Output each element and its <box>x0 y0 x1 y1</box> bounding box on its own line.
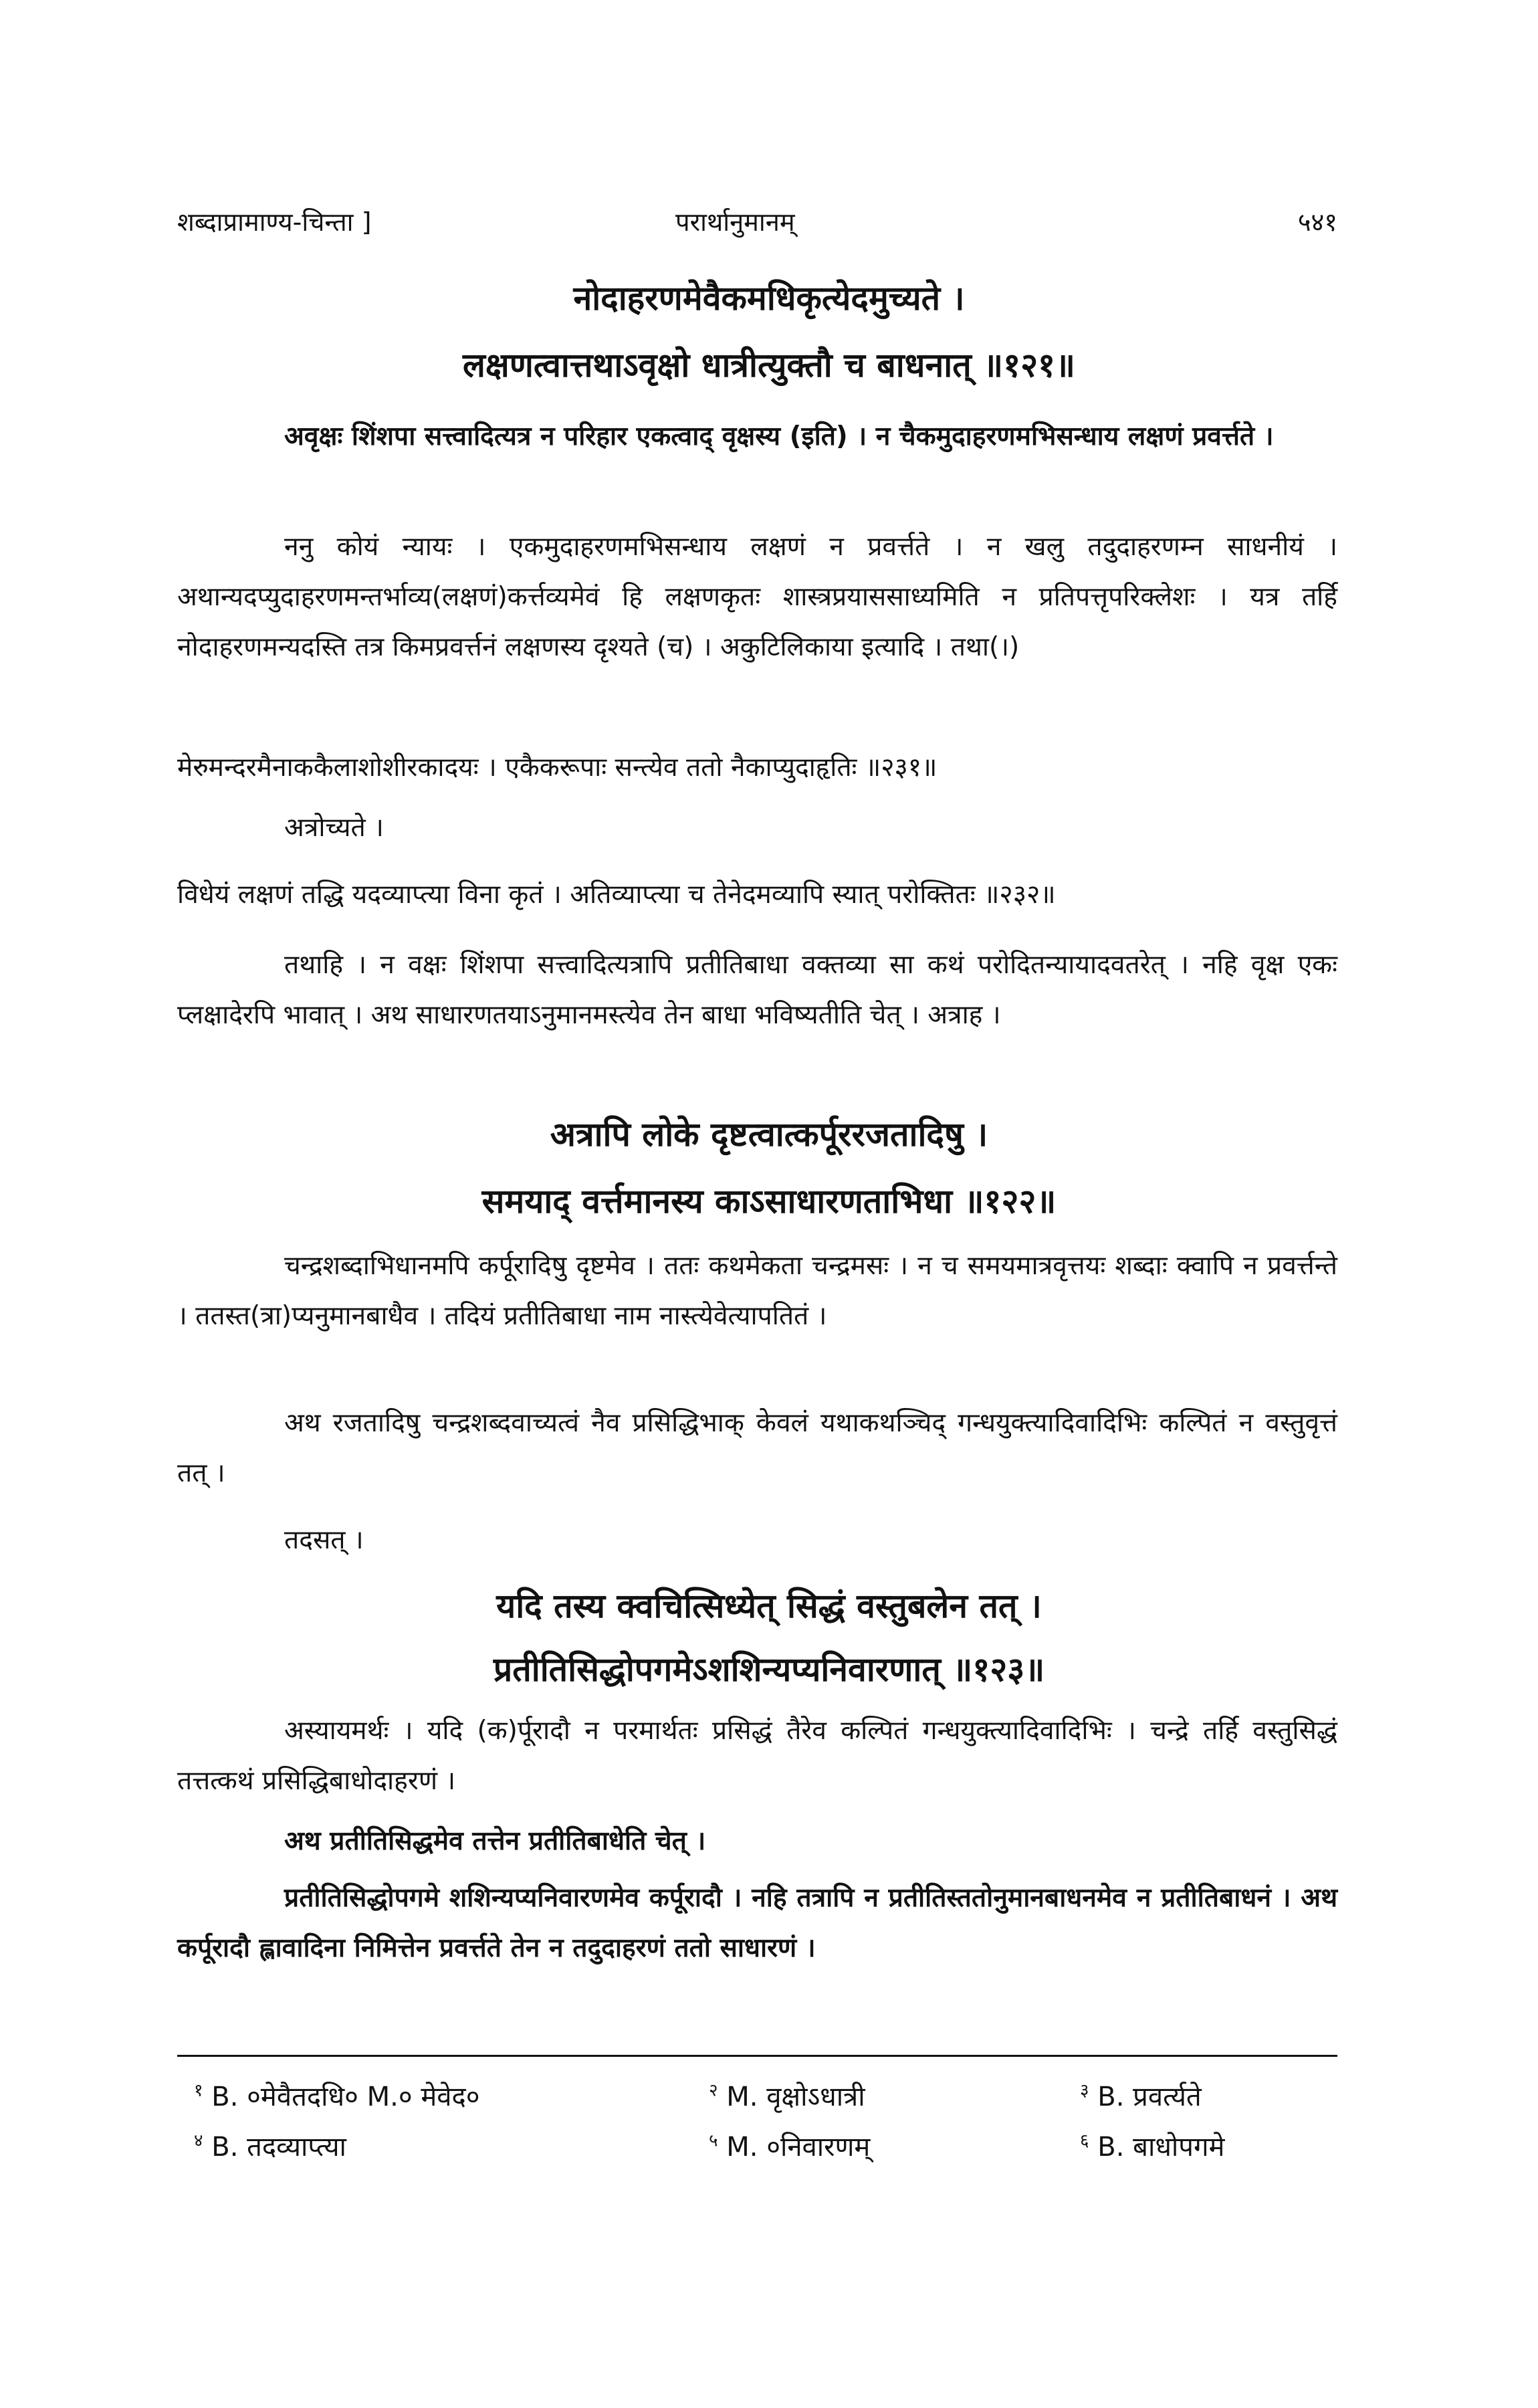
paragraph-text: अवृक्षः शिंशपा सत्त्वादित्यत्र न परिहार एकत्वाद् वृक्षस्य (इति) । न चैकमुदाहरणमभिसन्धाय लक्षणं प्रवर्त्तते । <box>284 421 1274 452</box>
footnote-5 <box>709 2127 870 2164</box>
footnote-text: M. वृक्षोऽधात्री <box>726 2082 865 2112</box>
paragraph-text: तथाहि । न वक्षः शिंशपा सत्त्वादित्यत्रापि प्रतीतिबाधा वक्तव्या सा कथं परोदितन्यायादवतरेत् । नहि वृक्ष एकः प्लक्षादेरपि भावात् । अथ साधारणतयाऽनुमानमस्त्येव तेन बाधा भविष्यतीति चेत् । अत्राह । <box>177 950 1337 1030</box>
footnote-text: B. ०मेवैतदधि० M.० मेवेद० <box>211 2082 480 2112</box>
quoted-verse-231 <box>177 742 1337 793</box>
page-number: ५४१ <box>1297 207 1337 237</box>
verse-121-line-2: लक्षणत्वात्तथाऽवृक्षो धात्रीत्युक्तौ च बाधनात् ॥१२१॥ <box>462 346 1076 385</box>
footnote-number: ६ <box>1080 2130 1089 2151</box>
verse-123-line-1: यदि तस्य क्वचित्सिध्येत् सिद्धं वस्तुबलेन तत् । <box>496 1587 1042 1625</box>
footnote-3 <box>1080 2077 1202 2114</box>
verse-122-line-1: अत्रापि लोके दृष्टत्वात्कर्पूररजतादिषु । <box>550 1115 988 1154</box>
commentary-paragraph-2 <box>177 522 1337 672</box>
running-header <box>177 204 1337 251</box>
verse-123-line-2: प्रतीतिसिद्धोपगमेऽशशिन्यप्यनिवारणात् ॥१२३॥ <box>493 1650 1045 1689</box>
commentary-paragraph-8 <box>177 1398 1337 1498</box>
quoted-verse-232 <box>177 870 1337 920</box>
header-chapter-title: परार्थानुमानम् <box>675 207 795 237</box>
commentary-paragraph-11 <box>177 1816 1337 1866</box>
paragraph-text: अथ प्रतीतिसिद्धमेव तत्तेन प्रतीतिबाधेति चेत् । <box>284 1826 706 1856</box>
footnote-number: २ <box>709 2080 718 2101</box>
paragraph-text: चन्द्रशब्दाभिधानमपि कर्पूरादिषु दृष्टमेव । ततः कथमेकता चन्द्रमसः । न च समयमात्रवृत्तयः शब्दाः क्वापि न प्रवर्त्तन्ते । ततस्त(त्रा)प्यनुमानबाधैव । तदियं प्रतीतिबाधा नाम नास्त्येवेत्यापतितं । <box>177 1251 1337 1331</box>
paragraph-text: अथ रजतादिषु चन्द्रशब्दवाच्यत्वं नैव प्रसिद्धिभाक् केवलं यथाकथञ्चिद् गन्धयुक्त्यादिवादिभिः कल्पितं न वस्तुवृत्तं तत् । <box>177 1408 1337 1488</box>
footnote-6 <box>1080 2127 1224 2164</box>
commentary-paragraph-1 <box>177 411 1337 462</box>
footnote-text: B. बाधोपगमे <box>1097 2132 1225 2163</box>
commentary-paragraph-7 <box>177 1241 1337 1341</box>
footnote-number: ४ <box>194 2130 203 2151</box>
footnote-number: ५ <box>709 2130 718 2151</box>
footnote-text: B. प्रवर्त्यते <box>1097 2082 1202 2112</box>
paragraph-text: मेरुमन्दरमैनाककैलाशोशीरकादयः । एकैकरूपाः सन्त्येव ततो नैकाप्युदाहृतिः ॥२३१॥ <box>177 752 938 783</box>
paragraph-text: अत्रोच्यते । <box>284 813 384 843</box>
verse-121-line-1: नोदाहरणमेवैकमधिकृत्येदमुच्यते । <box>573 279 965 318</box>
paragraph-text: विधेयं लक्षणं तद्धि यदव्याप्त्या विना कृतं । अतिव्याप्त्या च तेनेदमव्यापि स्यात् परोक्तितः ॥२३२॥ <box>177 880 1056 910</box>
commentary-paragraph-9 <box>177 1515 1337 1565</box>
commentary-paragraph-6 <box>177 940 1337 1040</box>
footnote-divider <box>177 2055 1337 2057</box>
commentary-paragraph-4 <box>177 803 1337 853</box>
paragraph-text: ननु कोयं न्यायः । एकमुदाहरणमभिसन्धाय लक्षणं न प्रवर्त्तते । न खलु तदुदाहरणम्न साधनीयं । अथान्यदप्युदाहरणमन्तर्भाव्य(लक्षणं)कर्त्तव्यमेवं हि लक्षणकृतः शास्त्रप्रयाससाध्यमिति न प्रतिपत्तृपरिक्लेशः । यत्र तर्हि नोदाहरणमन्यदस्ति तत्र किमप्रवर्त्तनं लक्षणस्य दृश्यते (च) । अकुटिलिकाया इत्यादि । तथा(।) <box>177 532 1337 662</box>
footnote-text: B. तदव्याप्त्या <box>211 2132 346 2163</box>
verse-122-line-2: समयाद् वर्त्तमानस्य काऽसाधारणताभिधा ॥१२२॥ <box>481 1182 1057 1221</box>
paragraph-text: प्रतीतिसिद्धोपगमे शशिन्यप्यनिवारणमेव कर्पूरादौ । नहि तत्रापि न प्रतीतिस्ततोनुमानबाधनमेव न प्रतीतिबाधनं । अथ कर्पूरादौ ह्लावादिना निमित्तेन प्रवर्त्तते तेन न तदुदाहरणं ततो साधारणं । <box>177 1883 1337 1963</box>
commentary-paragraph-12 <box>177 1873 1337 1973</box>
footnote-number: ३ <box>1080 2080 1089 2101</box>
footnote-number: १ <box>194 2080 203 2101</box>
header-section-title: शब्दाप्रामाण्य-चिन्ता ] <box>177 207 372 237</box>
footnote-4 <box>194 2127 346 2164</box>
paragraph-text: तदसत् । <box>284 1525 364 1555</box>
footnote-1 <box>194 2077 480 2114</box>
commentary-paragraph-10 <box>177 1706 1337 1806</box>
footnote-text: M. ०निवारणम् <box>726 2132 871 2163</box>
paragraph-text: अस्यायमर्थः । यदि (क)र्पूरादौ न परमार्थतः प्रसिद्धं तैरेव कल्पितं गन्धयुक्त्यादिवादिभिः । चन्द्रे तर्हि वस्तुसिद्धं तत्तत्कथं प्रसिद्धिबाधोदाहरणं । <box>177 1716 1337 1796</box>
footnote-2 <box>709 2077 865 2114</box>
